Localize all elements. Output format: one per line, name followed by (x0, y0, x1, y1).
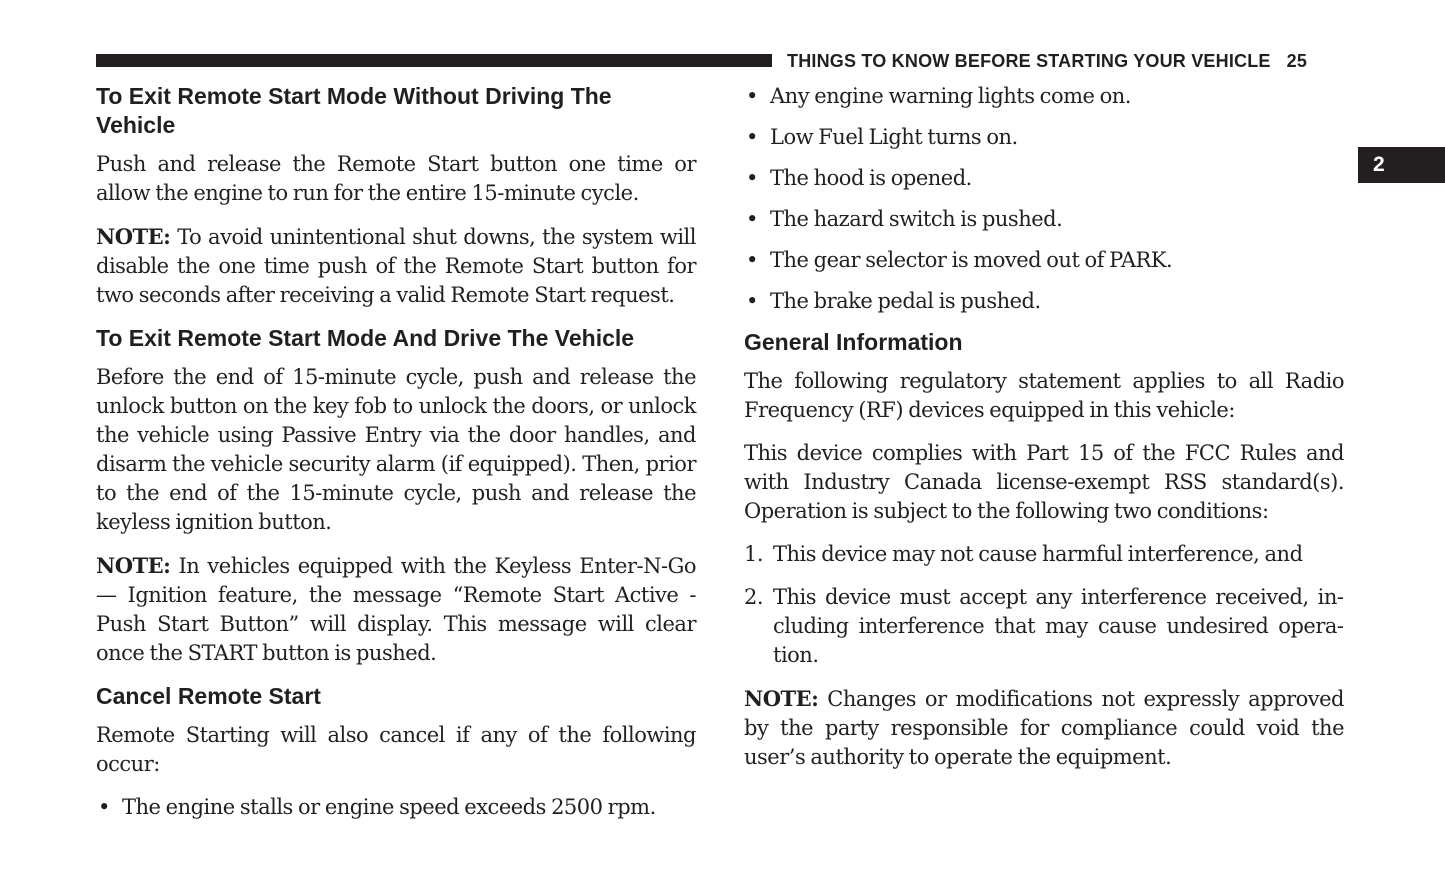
bullet-icon: • (746, 166, 758, 190)
list-item (744, 82, 1344, 111)
running-title: THINGS TO KNOW BEFORE STARTING YOUR VEHICLE (787, 51, 1271, 71)
note-modifications (744, 684, 1344, 772)
list-item (744, 246, 1344, 275)
chapter-tab (1358, 147, 1445, 183)
list-item (744, 583, 1344, 670)
list-item-text: This device may not cause harmful interference, and (773, 542, 1303, 566)
note-text: To avoid unintentional shut downs, the system will disable the one time push of the Remote Start button for two seconds after receiving a valid Remote Start request. (96, 225, 696, 307)
note-text: In vehicles equipped with the Keyless Enter-N-Go — Ignition feature, the message “Remote Start Active - Push Start Button” will display. This message will clear once the START button is pushed. (96, 554, 696, 665)
list-item (744, 123, 1344, 152)
list-item-text: Low Fuel Light turns on. (770, 125, 1018, 149)
note-label: NOTE: (744, 686, 819, 711)
header-rule (96, 54, 772, 67)
bullet-icon: • (746, 207, 758, 231)
paragraph-fcc-compliance: This device complies with Part 15 of the FCC Rules and with Industry Canada license-exempt RSS standard(s). Operation is subject to the following two conditions: (744, 441, 1344, 523)
chapter-number: 2 (1373, 153, 1385, 176)
bullet-icon: • (746, 125, 758, 149)
note-text: Changes or modifications not expressly approved by the party responsible for compliance could void the user’s authority to operate the equipment. (744, 687, 1344, 769)
list-number: 2. (744, 585, 764, 609)
bullet-icon: • (98, 795, 110, 819)
heading-exit-and-drive: To Exit Remote Start Mode And Drive The Vehicle (96, 325, 635, 351)
note-unintentional-shutdown (96, 222, 696, 310)
heading-cancel-remote-start: Cancel Remote Start (96, 683, 321, 709)
note-label: NOTE: (96, 224, 171, 249)
list-item (744, 540, 1344, 569)
right-column (744, 82, 1344, 786)
bullet-icon: • (746, 248, 758, 272)
bullet-icon: • (746, 289, 758, 313)
list-item (744, 164, 1344, 193)
fcc-conditions-list (744, 540, 1344, 670)
list-item-text: The engine stalls or engine speed exceeds 2500 rpm. (122, 795, 656, 819)
note-label: NOTE: (96, 553, 171, 578)
list-item-text: The hazard switch is pushed. (770, 207, 1063, 231)
list-item-text: The hood is opened. (770, 166, 972, 190)
page-number: 25 (1286, 51, 1308, 71)
heading-exit-without-driving: To Exit Remote Start Mode Without Driving The Vehicle (96, 83, 612, 138)
list-item-text: Any engine warning lights come on. (770, 84, 1131, 108)
paragraph-exit-and-drive: Before the end of 15-minute cycle, push and release the unlock button on the key fob to unlock the doors, or unlock the vehicle using Passive Entry via the door handles, and disarm the vehicle security alarm (if equipped). Then, prior to the end of the 15-minute cycle, push and release the keyless ignition button. (96, 365, 696, 534)
list-item-text: The brake pedal is pushed. (770, 289, 1041, 313)
list-item-text: The gear selector is moved out of PARK. (770, 248, 1173, 272)
list-item-text: This device must accept any interference received, including interference that may cause undesired operation. (773, 585, 1344, 667)
bullet-icon: • (746, 84, 758, 108)
cancel-conditions-list-continued (744, 82, 1344, 316)
note-keyless-enter-n-go (96, 551, 696, 668)
list-item (96, 793, 696, 822)
paragraph-regulatory-intro: The following regulatory statement applies to all Radio Frequency (RF) devices equipped in this vehicle: (744, 369, 1344, 422)
list-number: 1. (744, 542, 764, 566)
cancel-conditions-list (96, 793, 696, 822)
left-column (96, 82, 696, 834)
heading-general-information: General Information (744, 329, 963, 355)
list-item (744, 287, 1344, 316)
running-header (787, 49, 1347, 73)
paragraph-cancel-remote-start: Remote Starting will also cancel if any of the following occur: (96, 723, 696, 776)
list-item (744, 205, 1344, 234)
paragraph-exit-without-driving: Push and release the Remote Start button one time or allow the engine to run for the entire 15-minute cycle. (96, 152, 696, 205)
